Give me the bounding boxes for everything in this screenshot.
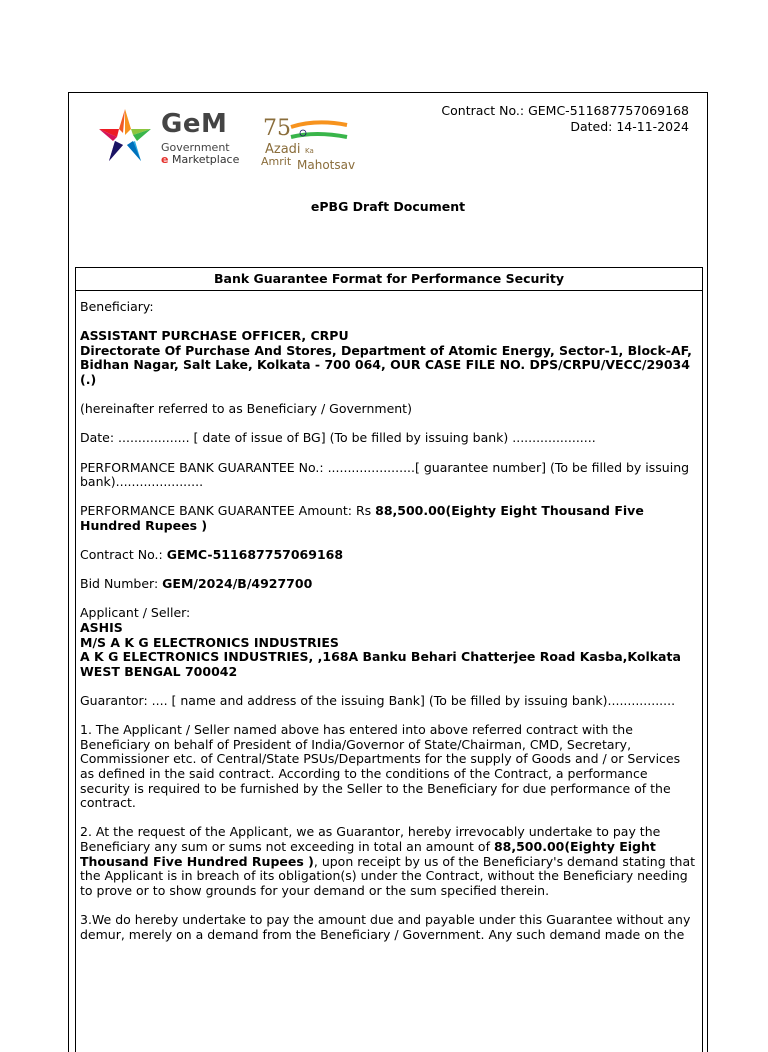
bank-guarantee-heading: Bank Guarantee Format for Performance Security bbox=[76, 268, 702, 291]
contract-header bbox=[441, 103, 689, 134]
svg-text:Mahotsav: Mahotsav bbox=[297, 158, 356, 172]
hereinafter-text: (hereinafter referred to as Beneficiary / Government) bbox=[80, 401, 412, 417]
azadi-ka-amrit-mahotsav-logo bbox=[261, 105, 373, 175]
bank-guarantee-body bbox=[76, 291, 702, 942]
paragraph-1: 1. The Applicant / Seller named above has entered into above referred contract with the Beneficiary on behalf of President of India/Governor of State/Chairman, CMD, Secretary, Commissioner etc. of Central/State PSUs/Departments for the supply of Goods and / or Services as defined in the said contract. According to the conditions of the Contract, a performance security is required to be furnished by the Seller to the Beneficiary for due performance of the contract. bbox=[80, 722, 681, 811]
applicant-address: A K G ELECTRONICS INDUSTRIES, ,168A Banku Behari Chatterjee Road Kasba,Kolkata WEST BENGAL 700042 bbox=[80, 649, 681, 679]
beneficiary-address: Directorate Of Purchase And Stores, Department of Atomic Energy, Sector-1, Block-AF, Bidhan Nagar, Salt Lake, Kolkata - 700 064, OUR CASE FILE NO. DPS/CRPU/VECC/29034 (.) bbox=[80, 342, 692, 387]
gem-logo bbox=[93, 105, 363, 175]
gem-brand: GeM bbox=[161, 109, 228, 139]
gem-sub-government: Government bbox=[161, 141, 230, 154]
applicant-block bbox=[80, 606, 698, 679]
contract-number: Contract No.: GEMC-511687757069168 bbox=[441, 103, 689, 118]
beneficiary-label: Beneficiary: bbox=[80, 299, 154, 314]
bid-value: GEM/2024/B/4927700 bbox=[162, 576, 313, 592]
contract-line: Contract No.: GEMC-511687757069168 bbox=[80, 547, 344, 563]
paragraph-3: 3.We do hereby undertake to pay the amount due and payable under this Guarantee without any demur, merely on a demand from the Beneficiary / Government. Any such demand made on the bbox=[80, 911, 691, 942]
beneficiary-block bbox=[80, 329, 698, 387]
svg-text:Ka: Ka bbox=[305, 147, 314, 155]
pbg-amount-line: PERFORMANCE BANK GUARANTEE Amount: Rs 88,500.00(Eighty Eight Thousand Five Hundred Rupees ) bbox=[80, 503, 644, 533]
guarantor-line: Guarantor: .... [ name and address of the issuing Bank] (To be filled by issuing bank)................. bbox=[80, 693, 676, 709]
document-title: ePBG Draft Document bbox=[310, 199, 466, 214]
gem-star-icon bbox=[93, 105, 157, 169]
beneficiary-name: ASSISTANT PURCHASE OFFICER, CRPU bbox=[80, 328, 349, 344]
pbg-amount-value: 88,500.00(Eighty Eight Thousand Five Hundred Rupees ) bbox=[80, 503, 644, 533]
gem-sub-marketplace: e Marketplace bbox=[161, 153, 240, 166]
svg-text:Amrit: Amrit bbox=[261, 155, 292, 168]
bank-guarantee-box bbox=[75, 267, 703, 1052]
paragraph-2: 2. At the request of the Applicant, we as Guarantor, hereby irrevocably undertake to pay the Beneficiary any sum or sums not exceeding in total an amount of 88,500.00(Eighty Eight Thousand Five Hundred Rupees ), upon receipt by us of the Beneficiary's demand stating that the Applicant is in breach of its obligation(s) under the Contract, without the Beneficiary needing to prove or to show grounds for your demand or the sum specified therein. bbox=[80, 824, 696, 898]
applicant-label: Applicant / Seller: bbox=[80, 605, 191, 621]
pbg-number-line: PERFORMANCE BANK GUARANTEE No.: ......................[ guarantee number] (To be filled by issuing bank)...................... bbox=[80, 459, 690, 490]
bid-line: Bid Number: GEM/2024/B/4927700 bbox=[80, 576, 313, 592]
date-line: Date: .................. [ date of issue of BG] (To be filled by issuing bank) ..................... bbox=[80, 430, 596, 446]
applicant-company: M/S A K G ELECTRONICS INDUSTRIES bbox=[80, 634, 339, 650]
svg-text:75: 75 bbox=[263, 116, 291, 141]
applicant-name: ASHIS bbox=[80, 620, 123, 636]
contract-value: GEMC-511687757069168 bbox=[166, 547, 344, 563]
svg-text:Azadi: Azadi bbox=[265, 142, 301, 157]
contract-date: Dated: 14-11-2024 bbox=[570, 118, 689, 134]
paragraph-2-amount: 88,500.00(Eighty Eight Thousand Five Hundred Rupees ) bbox=[80, 838, 656, 869]
document-page bbox=[68, 92, 708, 1052]
